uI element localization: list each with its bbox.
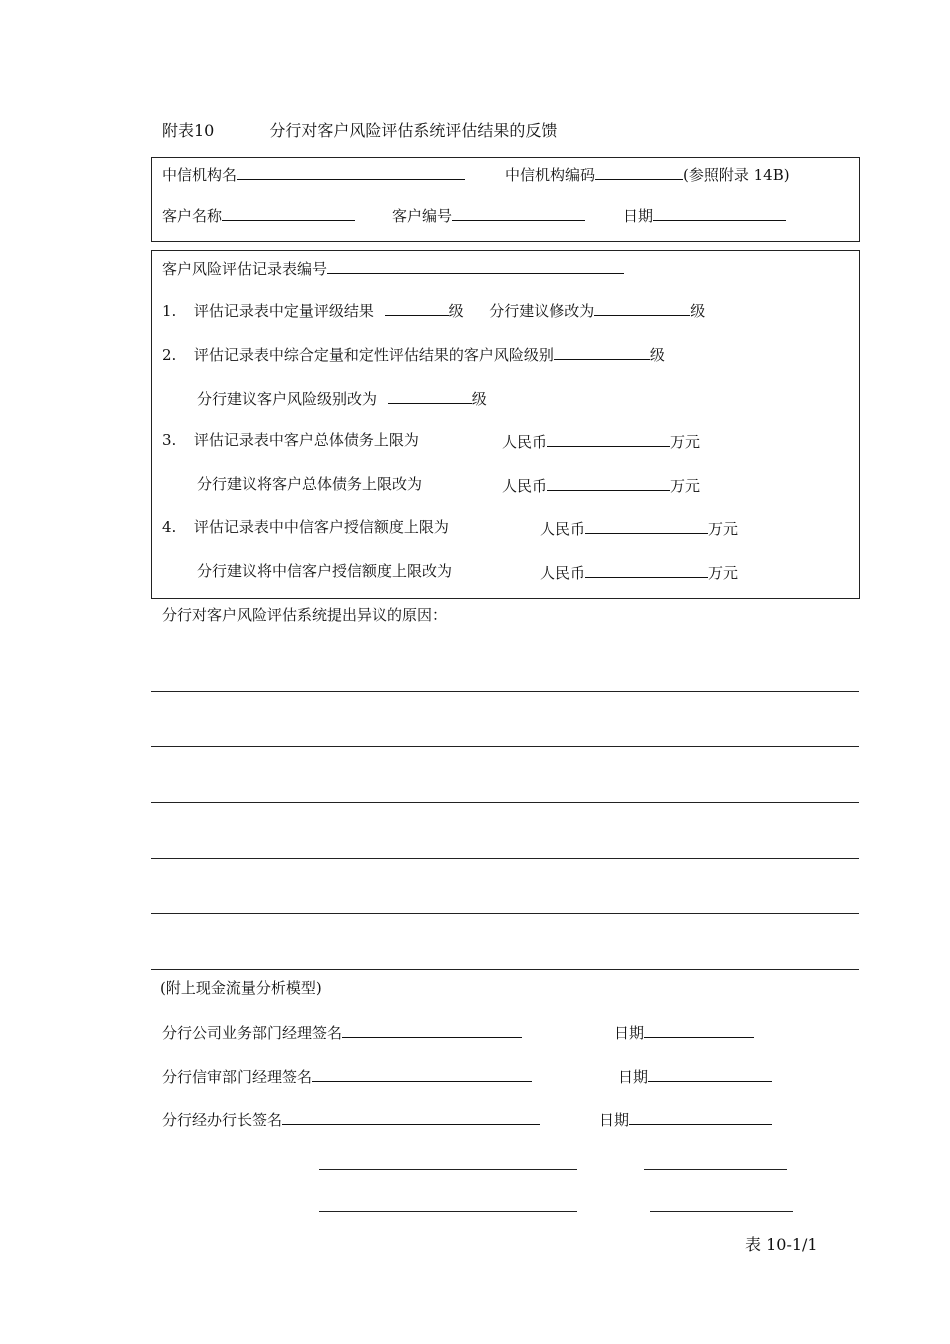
item-3-number: 3. (162, 431, 177, 449)
record-no-row (162, 260, 624, 277)
credit-manager-label: 分行信审部门经理签名 (162, 1068, 313, 1086)
item-2-suggest-unit: 级 (471, 390, 487, 408)
header-date-row (623, 207, 786, 224)
customer-no-label: 客户编号 (392, 207, 453, 225)
item-1-number: 1. (162, 302, 177, 320)
header-date-field[interactable] (653, 207, 786, 221)
item-4-suggest-unit: 万元 (708, 564, 739, 582)
institution-code-row (505, 166, 790, 183)
item-1-text: 评估记录表中定量评级结果 (193, 302, 374, 320)
extra-signature-line-2[interactable] (319, 1211, 577, 1212)
item-4-amount (540, 520, 738, 537)
item-2-suggest-label: 分行建议客户风险级别改为 (197, 390, 378, 408)
corp-manager-date-field[interactable] (644, 1024, 754, 1038)
extra-date-line-1[interactable] (644, 1169, 787, 1170)
corp-manager-signature-field[interactable] (342, 1024, 522, 1038)
item-2-row (162, 346, 665, 363)
item-2-grade-field[interactable] (554, 346, 650, 360)
item-4-suggest-field[interactable] (585, 564, 708, 578)
customer-no-row (392, 207, 585, 224)
credit-manager-date-label: 日期 (618, 1068, 649, 1086)
document-title (162, 123, 557, 139)
president-signature-field[interactable] (282, 1111, 540, 1125)
objection-line-4[interactable] (151, 858, 859, 859)
item-4-suggest-label: 分行建议将中信客户授信额度上限改为 (197, 562, 453, 580)
item-1-grade-field[interactable] (385, 302, 449, 316)
objection-line-2[interactable] (151, 746, 859, 747)
institution-name-field[interactable] (237, 166, 465, 180)
item-3-amount (502, 433, 700, 450)
item-4-suggest-currency: 人民币 (540, 564, 586, 582)
customer-name-row (162, 207, 355, 224)
president-signature-row (162, 1111, 540, 1128)
item-4-number: 4. (162, 518, 177, 536)
objection-line-5[interactable] (151, 913, 859, 914)
president-label: 分行经办行长签名 (162, 1111, 283, 1129)
corp-manager-date-label: 日期 (614, 1024, 645, 1042)
item-1-suggest-label: 分行建议修改为 (489, 302, 595, 320)
institution-name-row (162, 166, 465, 183)
item-3-suggest-label: 分行建议将客户总体债务上限改为 (197, 475, 423, 493)
credit-manager-signature-field[interactable] (312, 1068, 532, 1082)
institution-code-note: (参照附录 14B) (683, 166, 790, 184)
institution-name-label: 中信机构名 (162, 166, 238, 184)
item-1-row (162, 302, 705, 319)
item-3-text: 评估记录表中客户总体债务上限为 (193, 431, 419, 449)
item-3-row (162, 433, 419, 448)
president-date-row (599, 1111, 772, 1128)
item-4-suggest-amount (540, 564, 738, 581)
item-3-suggest-unit: 万元 (670, 477, 701, 495)
president-date-label: 日期 (599, 1111, 630, 1129)
customer-no-field[interactable] (452, 207, 585, 221)
corp-manager-label: 分行公司业务部门经理签名 (162, 1024, 343, 1042)
item-3-currency: 人民币 (502, 433, 548, 451)
item-1-suggest-unit: 级 (690, 302, 706, 320)
item-4-currency: 人民币 (540, 520, 586, 538)
objection-line-3[interactable] (151, 802, 859, 803)
item-2-text: 评估记录表中综合定量和定性评估结果的客户风险级别 (193, 346, 554, 364)
extra-signature-line-1[interactable] (319, 1169, 577, 1170)
corp-manager-date-row (614, 1024, 754, 1041)
credit-manager-date-row (618, 1068, 772, 1085)
item-4-suggest-row (197, 564, 452, 579)
item-2-unit: 级 (649, 346, 665, 364)
institution-code-field[interactable] (595, 166, 683, 180)
credit-manager-date-field[interactable] (648, 1068, 772, 1082)
page-label: 表 10-1/1 (745, 1235, 818, 1254)
item-1-suggest-field[interactable] (594, 302, 690, 316)
item-3-suggest-currency: 人民币 (502, 477, 548, 495)
customer-name-field[interactable] (222, 207, 355, 221)
header-date-label: 日期 (623, 207, 654, 225)
item-3-suggest-amount (502, 477, 700, 494)
customer-name-label: 客户名称 (162, 207, 223, 225)
attachment-note: (附上现金流量分析模型) (160, 979, 322, 997)
item-2-suggest-row (197, 390, 487, 407)
item-4-amount-field[interactable] (585, 520, 708, 534)
institution-code-label: 中信机构编码 (505, 166, 596, 184)
item-2-suggest-field[interactable] (388, 390, 472, 404)
item-4-unit: 万元 (708, 520, 739, 538)
appendix-label: 附表10 (162, 121, 215, 140)
credit-manager-signature-row (162, 1068, 532, 1085)
item-4-text: 评估记录表中中信客户授信额度上限为 (193, 518, 449, 536)
item-2-number: 2. (162, 346, 177, 364)
president-date-field[interactable] (629, 1111, 772, 1125)
corp-manager-signature-row (162, 1024, 522, 1041)
item-3-unit: 万元 (670, 433, 701, 451)
item-3-suggest-row (197, 477, 422, 492)
form-title: 分行对客户风险评估系统评估结果的反馈 (269, 121, 558, 140)
item-3-amount-field[interactable] (547, 433, 670, 447)
item-4-row (162, 520, 449, 535)
item-3-suggest-field[interactable] (547, 477, 670, 491)
objection-line-1[interactable] (151, 691, 859, 692)
item-1-unit: 级 (448, 302, 464, 320)
objection-line-6[interactable] (151, 969, 859, 970)
extra-date-line-2[interactable] (650, 1211, 793, 1212)
record-no-label: 客户风险评估记录表编号 (162, 260, 328, 278)
record-no-field[interactable] (327, 260, 624, 274)
objection-label: 分行对客户风险评估系统提出异议的原因： (162, 606, 448, 624)
